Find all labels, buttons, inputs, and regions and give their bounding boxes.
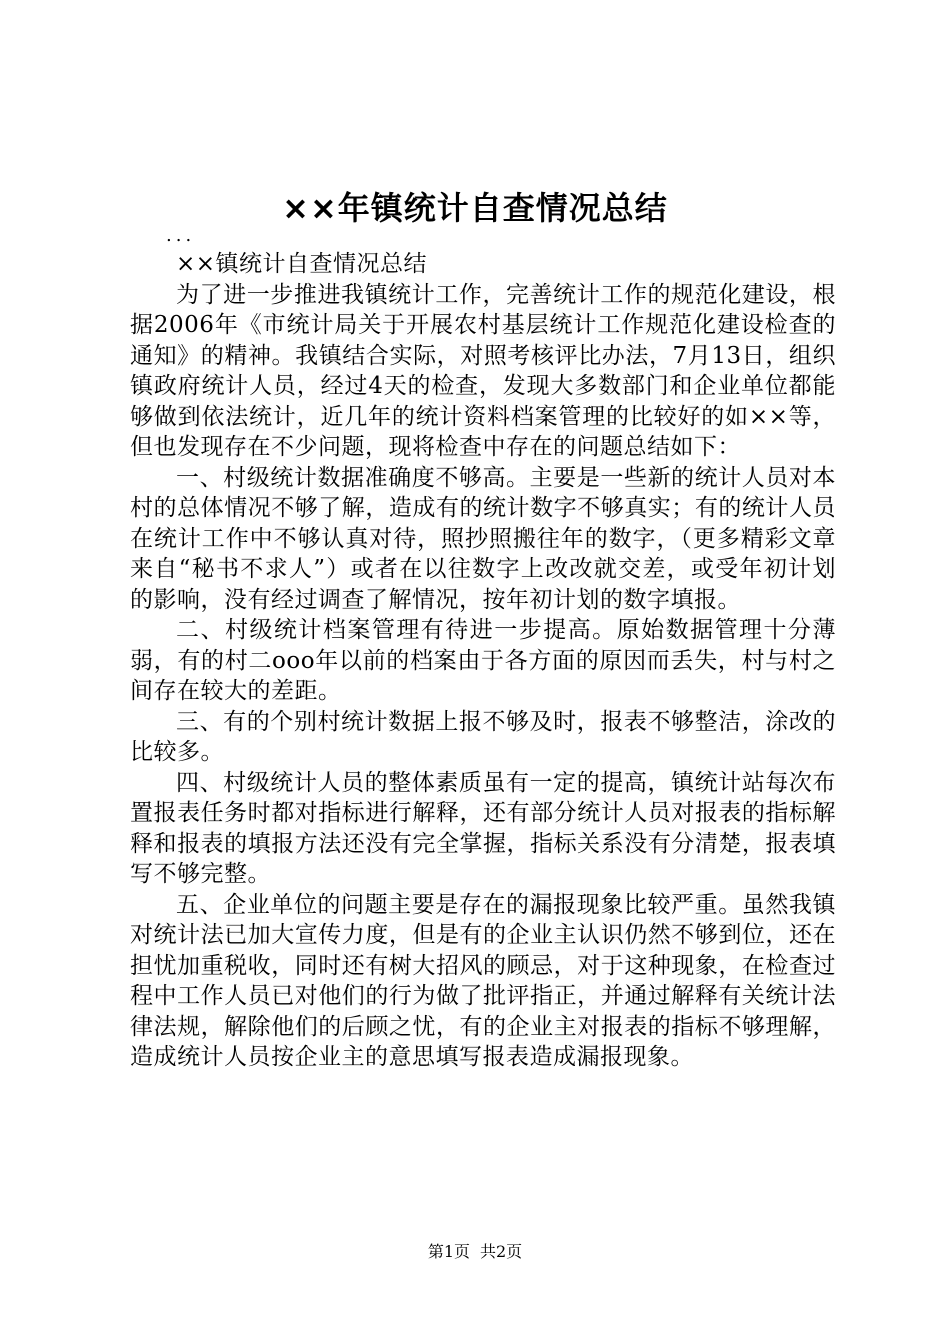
paragraph-intro: 为了进一步推进我镇统计工作，完善统计工作的规范化建设，根据2006年《市统计局关于开展农村基层统计工作规范化建设检查的通知》的精神。我镇结合实际，对照考核评比办法，7月13日，组织镇政府统计人员，经过4天的检查，发现大多数部门和企业单位都能够做到依法统计，近几年的统计资料档案管理的比较好的如××等，但也发现存在不少问题，现将检查中存在的问题总结如下： bbox=[130, 281, 836, 460]
document-body bbox=[130, 223, 836, 1073]
page-number-total: 共2页 bbox=[480, 1242, 523, 1261]
ellipsis-line: ... bbox=[166, 225, 196, 246]
paragraph-issue-2: 二、村级统计档案管理有待进一步提高。原始数据管理十分薄弱，有的村二ooo年以前的档案由于各方面的原因而丢失，村与村之间存在较大的差距。 bbox=[130, 617, 836, 704]
paragraph-issue-5: 五、企业单位的问题主要是存在的漏报现象比较严重。虽然我镇对统计法已加大宣传力度，但是有的企业主认识仍然不够到位，还在担忧加重税收，同时还有树大招风的顾忌，对于这种现象，在检查过程中工作人员已对他们的行为做了批评指正，并通过解释有关统计法律法规，解除他们的后顾之忧，有的企业主对报表的指标不够理解，造成统计人员按企业主的意思填写报表造成漏报现象。 bbox=[130, 891, 836, 1070]
paragraph-issue-1: 一、村级统计数据准确度不够高。主要是一些新的统计人员对本村的总体情况不够了解，造成有的统计数字不够真实；有的统计人员在统计工作中不够认真对待，照抄照搬往年的数字，（更多精彩文章来自“秘书不求人”）或者在以往数字上改改就交差，或受年初计划的影响，没有经过调查了解情况，按年初计划的数字填报。 bbox=[130, 464, 836, 613]
page-number-current: 第1页 bbox=[427, 1242, 470, 1261]
page-footer bbox=[0, 1241, 950, 1263]
subtitle-line: ××镇统计自查情况总结 bbox=[176, 251, 428, 277]
paragraph-issue-4: 四、村级统计人员的整体素质虽有一定的提高，镇统计站每次布置报表任务时都对指标进行解释，还有部分统计人员对报表的指标解释和报表的填报方法还没有完全掌握，指标关系没有分清楚，报表填写不够完整。 bbox=[130, 769, 836, 887]
document-title: ××年镇统计自查情况总结 bbox=[282, 189, 668, 227]
paragraph-issue-3: 三、有的个别村统计数据上报不够及时，报表不够整洁，涂改的比较多。 bbox=[130, 708, 836, 765]
